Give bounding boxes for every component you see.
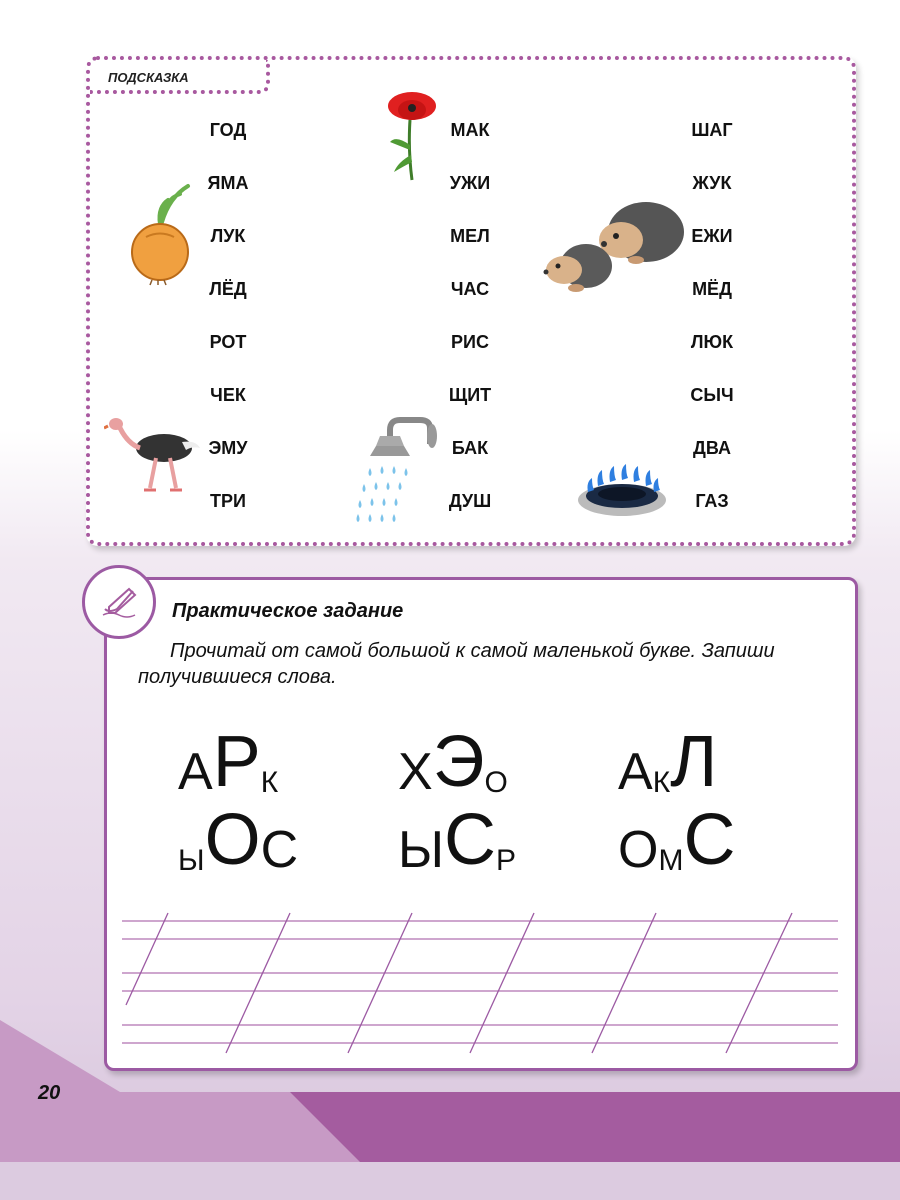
puzzle-letter: О bbox=[618, 821, 659, 879]
hint-word: ГАЗ bbox=[695, 491, 729, 511]
puzzle-letter: С bbox=[683, 800, 736, 880]
puzzle-letter: Л bbox=[670, 722, 718, 802]
hint-word: ГОД bbox=[209, 120, 247, 140]
letter-puzzle bbox=[618, 722, 718, 802]
puzzle-letter: Х bbox=[398, 743, 433, 801]
hint-word: ЛЮК bbox=[690, 332, 734, 352]
hint-word: ЛУК bbox=[210, 226, 246, 246]
page-number: 20 bbox=[38, 1082, 61, 1104]
puzzle-letter: Р bbox=[212, 722, 261, 802]
puzzle-letter: М bbox=[658, 844, 684, 877]
hint-word: ЧАС bbox=[450, 279, 490, 299]
task-instructions: Прочитай от самой большой к самой маленькой букве. Запиши получившиеся слова. bbox=[138, 640, 775, 688]
puzzle-letter: Ы bbox=[398, 821, 445, 879]
onion-image bbox=[128, 182, 194, 286]
hint-word: УЖИ bbox=[449, 173, 491, 193]
hint-word: ЕЖИ bbox=[691, 226, 733, 246]
letter-puzzle bbox=[618, 800, 736, 880]
hint-word: БАК bbox=[451, 438, 489, 458]
puzzle-letter: О bbox=[204, 800, 261, 880]
hint-word: МЕЛ bbox=[450, 226, 490, 246]
letter-puzzle bbox=[398, 722, 508, 802]
hint-word: МАК bbox=[450, 120, 490, 140]
emu-bird-image bbox=[104, 414, 204, 494]
puzzle-letter: К bbox=[652, 766, 671, 799]
hint-word: СЫЧ bbox=[690, 385, 734, 405]
hint-word: ЩИТ bbox=[448, 385, 492, 405]
letter-puzzle bbox=[398, 800, 517, 880]
task-title: Практическое задание bbox=[172, 600, 404, 622]
puzzle-letter: О bbox=[484, 766, 508, 799]
letter-puzzle bbox=[178, 722, 279, 802]
hint-word: МЁД bbox=[692, 279, 732, 299]
hint-word: ЧЕК bbox=[210, 385, 246, 405]
shower-head-image bbox=[350, 416, 440, 526]
hint-word: ТРИ bbox=[210, 491, 246, 511]
hint-word: РОТ bbox=[209, 332, 247, 352]
hint-word: ЖУК bbox=[692, 173, 732, 193]
hedgehogs-image bbox=[536, 198, 686, 298]
hint-word: ДВА bbox=[693, 438, 731, 458]
poppy-flower-image bbox=[382, 90, 442, 182]
puzzle-letter: Ы bbox=[178, 844, 205, 877]
puzzle-letter: С bbox=[260, 821, 299, 879]
hint-title: ПОДСКАЗКА bbox=[108, 70, 189, 85]
puzzle-letter: Э bbox=[432, 722, 485, 802]
pencil-hand-icon bbox=[82, 565, 156, 639]
puzzle-letter: К bbox=[260, 766, 279, 799]
hint-word: ЯМА bbox=[207, 173, 249, 193]
letter-puzzle bbox=[178, 800, 299, 880]
puzzle-letter: А bbox=[178, 743, 213, 801]
puzzle-letter: Р bbox=[496, 844, 517, 877]
hint-word: ЛЁД bbox=[209, 279, 247, 299]
hint-word: ДУШ bbox=[448, 491, 492, 511]
puzzle-letter: С bbox=[444, 800, 497, 880]
hint-word: ШАГ bbox=[691, 120, 733, 140]
puzzle-letter: А bbox=[618, 743, 653, 801]
hint-word: ЭМУ bbox=[208, 438, 248, 458]
hint-word: РИС bbox=[451, 332, 489, 352]
gas-burner-image bbox=[576, 462, 668, 520]
